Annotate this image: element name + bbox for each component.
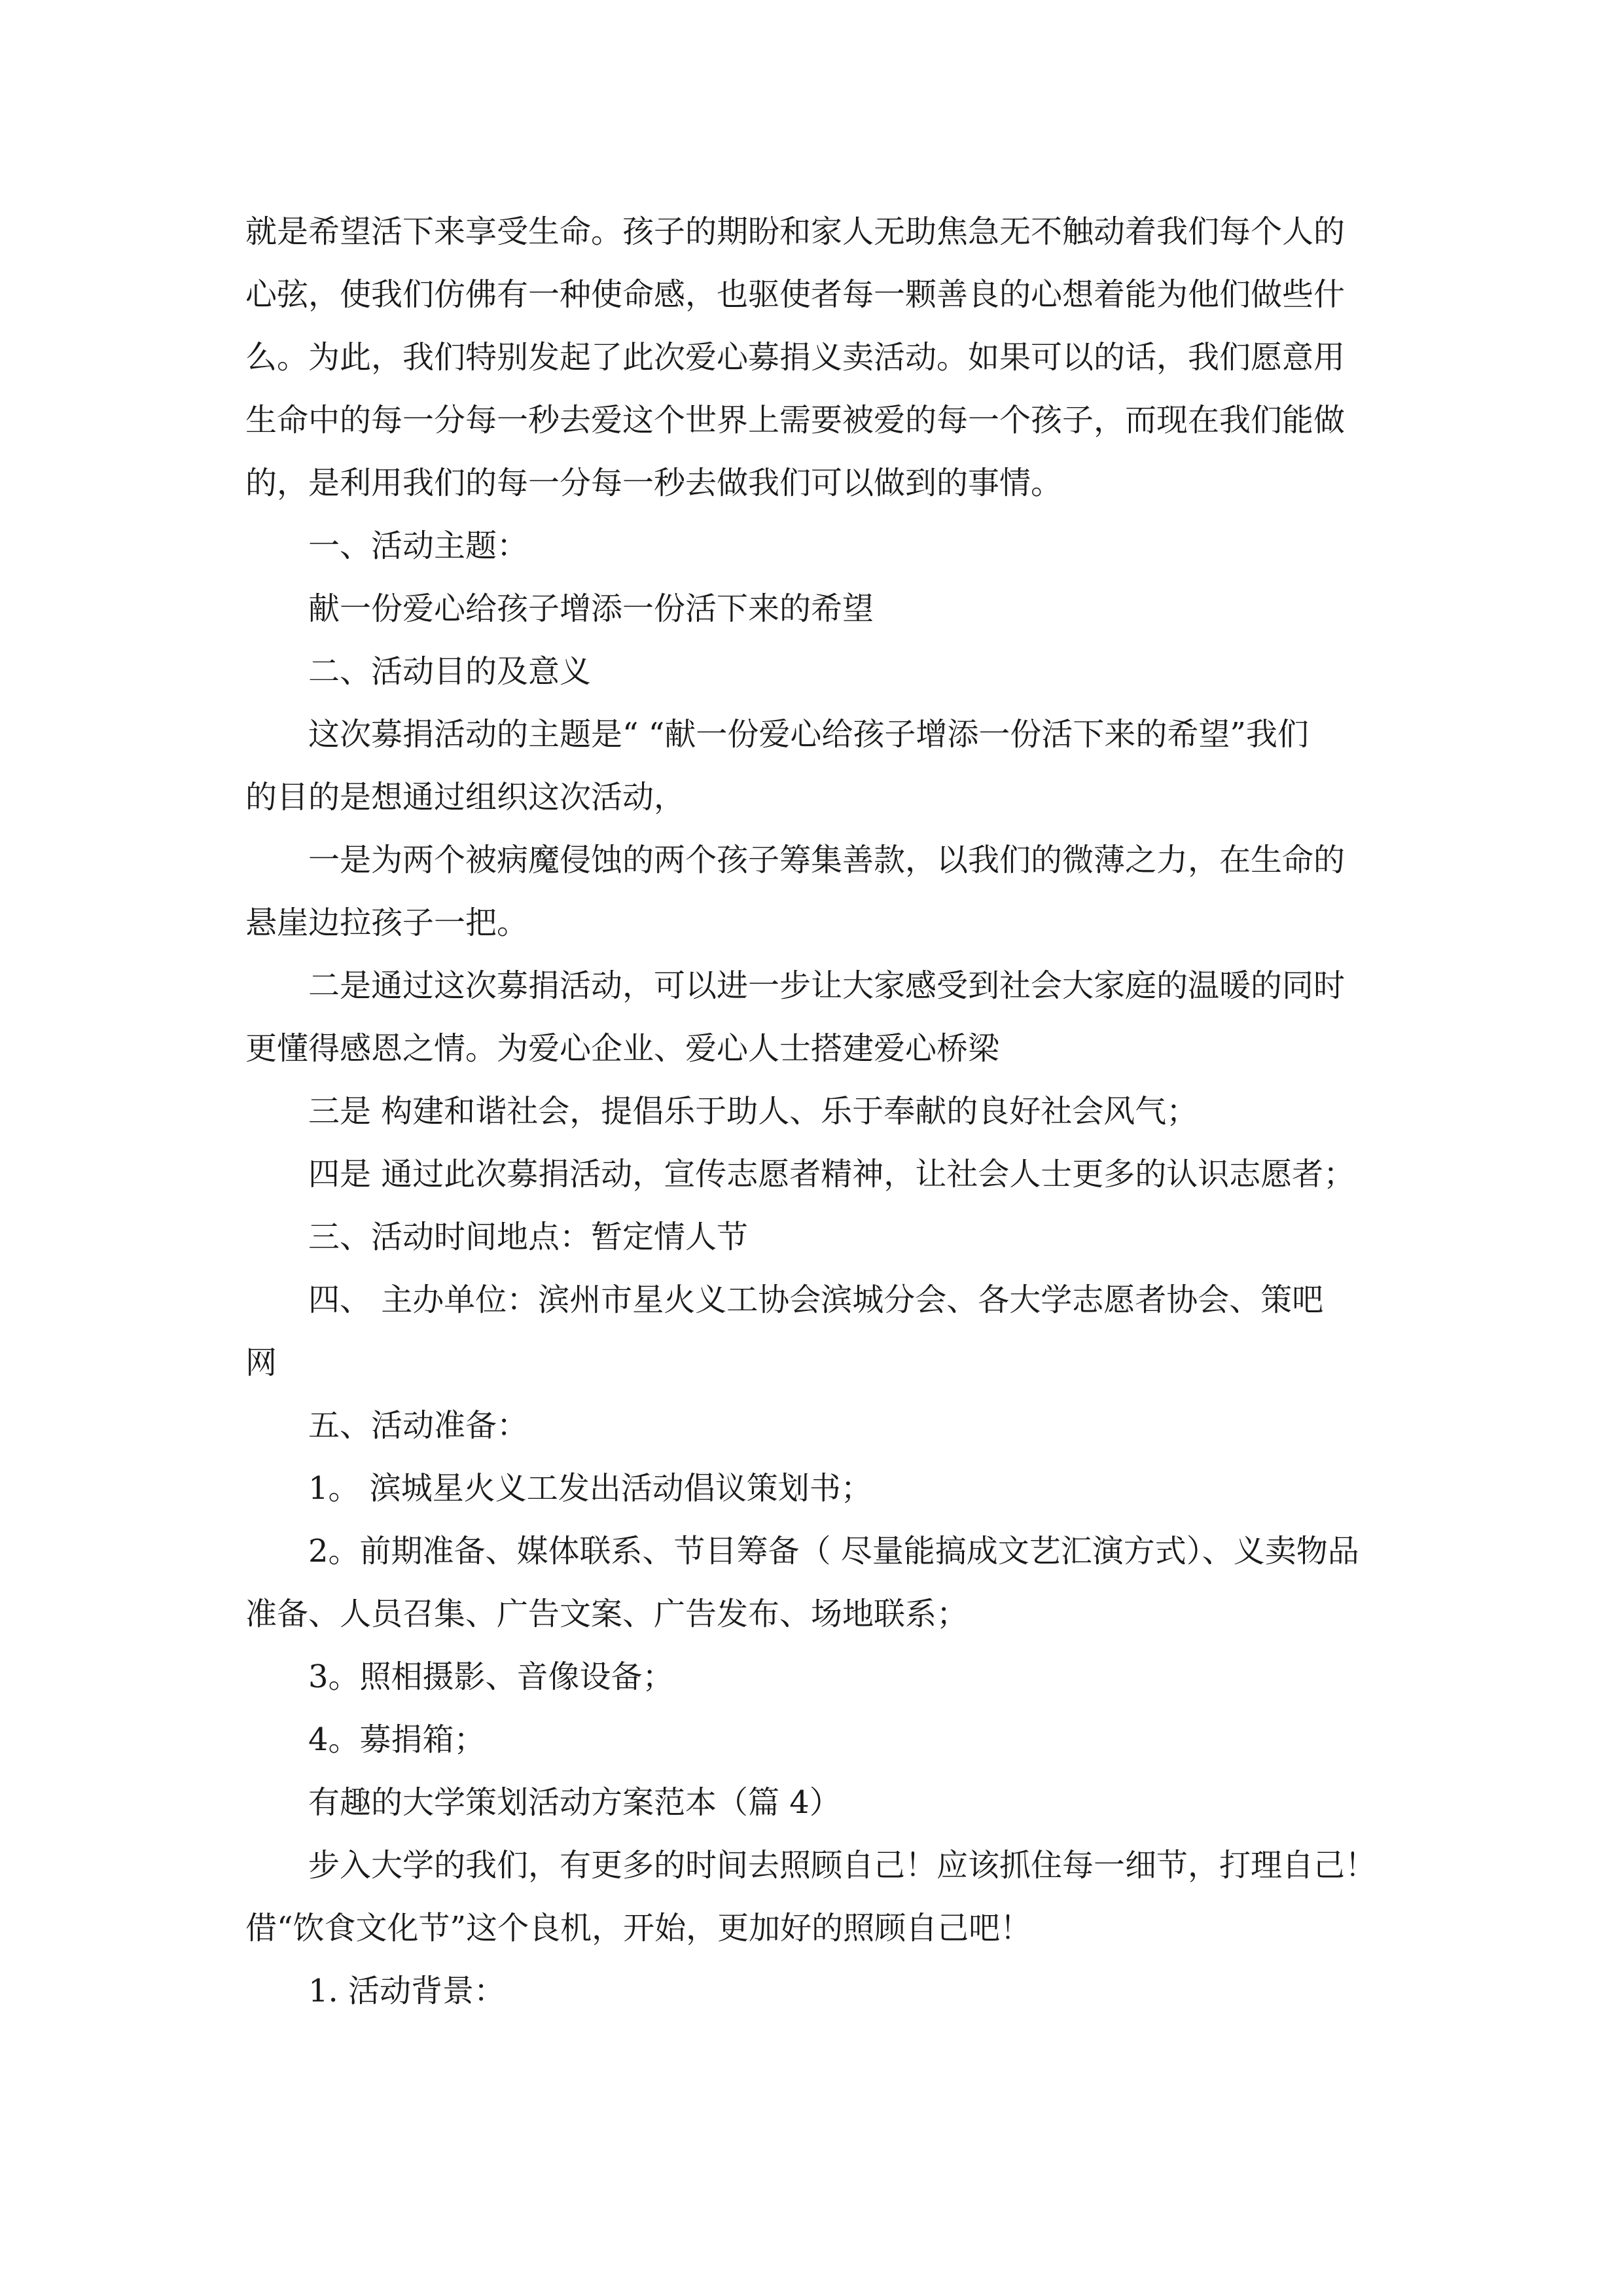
section-heading-background: 1. 活动背景： [308, 1973, 506, 2009]
section-heading-organizer: 四、 主办单位：滨州市星火义工协会滨城分会、各大学志愿者协会、策吧 [308, 1282, 1324, 1318]
section-heading-purpose: 二、活动目的及意义 [308, 653, 592, 690]
paragraph-line: 么。为此，我们特别发起了此次爱心募捐义卖活动。如果可以的话，我们愿意用 [245, 339, 1346, 376]
paragraph-line: 步入大学的我们，有更多的时间去照顾自己！应该抓住每一细节，打理自己！ [308, 1847, 1377, 1884]
paragraph-line: 网 [245, 1344, 277, 1381]
paragraph-line: 四是 通过此次募捐活动，宣传志愿者精神，让社会人士更多的认识志愿者； [308, 1156, 1355, 1193]
paragraph-line: 这次募捐活动的主题是“ “献一份爱心给孩子增添一份活下来的希望”我们 [308, 716, 1309, 753]
list-item: 2。前期准备、媒体联系、节目筹备（ 尽量能搞成文艺汇演方式）、义卖物品 [308, 1533, 1359, 1570]
paragraph-line: 就是希望活下来享受生命。孩子的期盼和家人无助焦急无不触动着我们每个人的 [245, 213, 1346, 250]
paragraph-line: 二是通过这次募捐活动，可以进一步让大家感受到社会大家庭的温暖的同时 [308, 967, 1346, 1004]
section-heading-time-place: 三、活动时间地点：暂定情人节 [308, 1219, 749, 1255]
paragraph-line: 一是为两个被病魔侵蚀的两个孩子筹集善款，以我们的微薄之力，在生命的 [308, 842, 1346, 878]
section-heading-theme: 一、活动主题： [308, 528, 529, 564]
list-item: 3。照相摄影、音像设备； [308, 1659, 674, 1695]
theme-text: 献一份爱心给孩子增添一份活下来的希望 [308, 590, 874, 627]
paragraph-line: 的，是利用我们的每一分每一秒去做我们可以做到的事情。 [245, 465, 1063, 501]
paragraph-line: 悬崖边拉孩子一把。 [245, 905, 529, 941]
paragraph-line: 更懂得感恩之情。为爱心企业、爱心人士搭建爱心桥梁 [245, 1030, 1000, 1067]
document-body [245, 200, 1384, 2022]
list-item: 1。 滨城星火义工发出活动倡议策划书； [308, 1470, 872, 1507]
paragraph-line: 的目的是想通过组织这次活动， [245, 779, 686, 816]
paragraph-line: 借“饮食文化节”这个良机，开始，更加好的照顾自己吧！ [245, 1910, 1032, 1946]
paragraph-line: 准备、人员召集、广告文案、广告发布、场地联系； [245, 1596, 969, 1632]
paragraph-line: 三是 构建和谐社会，提倡乐于助人、乐于奉献的良好社会风气； [308, 1093, 1198, 1130]
paragraph-line: 心弦，使我们仿佛有一种使命感，也驱使者每一颗善良的心想着能为他们做些什 [245, 276, 1346, 313]
paragraph-line: 生命中的每一分每一秒去爱这个世界上需要被爱的每一个孩子，而现在我们能做 [245, 402, 1346, 439]
article-title: 有趣的大学策划活动方案范本（篇 4） [308, 1784, 841, 1821]
list-item: 4。募捐箱； [308, 1721, 486, 1758]
section-heading-preparation: 五、活动准备： [308, 1407, 529, 1444]
